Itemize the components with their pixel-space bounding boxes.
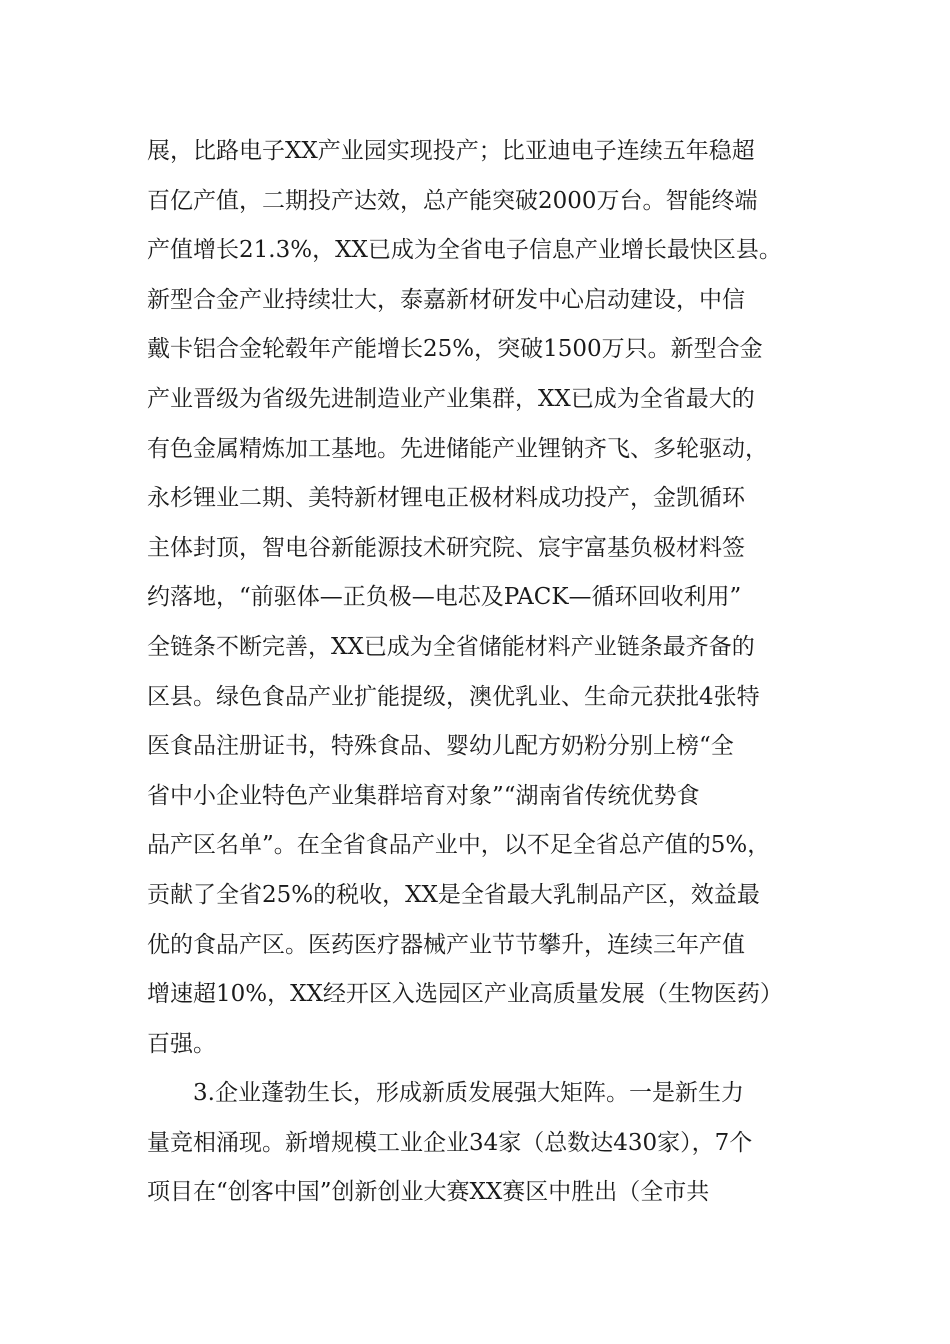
text-line: 量竞相涌现。新增规模工业企业34家（总数达430家），7个 xyxy=(147,1129,753,1156)
text-line: 区县。绿色食品产业扩能提级，澳优乳业、生命元获批4张特 xyxy=(147,683,760,710)
text-line: 百亿产值，二期投产达效，总产能突破2000万台。智能终端 xyxy=(147,187,758,214)
text-line: 展，比路电子XX产业园实现投产；比亚迪电子连续五年稳超 xyxy=(147,138,755,164)
text-line: 贡献了全省25%的税收，XX是全省最大乳制品产区，效益最 xyxy=(147,881,760,908)
text-line: 新型合金产业持续壮大，泰嘉新材研发中心启动建设，中信 xyxy=(147,286,745,313)
text-line: 医食品注册证书，特殊食品、婴幼儿配方奶粉分别上榜“全 xyxy=(147,733,734,760)
text-line: 戴卡铝合金轮毂年产能增长25%，突破1500万只。新型合金 xyxy=(147,336,763,363)
text-line: 有色金属精炼加工基地。先进储能产业锂钠齐飞、多轮驱动， xyxy=(147,435,768,462)
text-line: 全链条不断完善，XX已成为全省储能材料产业链条最齐备的 xyxy=(147,633,755,660)
text-line: 产值增长21.3%，XX已成为全省电子信息产业增长最快区县。 xyxy=(147,237,782,264)
text-line: 优的食品产区。医药医疗器械产业节节攀升，连续三年产值 xyxy=(147,931,745,958)
text-line: 永杉锂业二期、美特新材锂电正极材料成功投产，金凯循环 xyxy=(147,485,745,512)
text-line: 省中小企业特色产业集群培育对象”“湖南省传统优势食 xyxy=(147,782,700,809)
body-text xyxy=(147,127,827,1218)
text-line: 百强。 xyxy=(147,1030,216,1057)
paragraph-start-line: 3.企业蓬勃生长，形成新质发展强大矩阵。一是新生力 xyxy=(193,1080,744,1107)
text-line: 增速超10%，XX经开区入选园区产业高质量发展（生物医药） xyxy=(147,981,783,1008)
text-line: 品产区名单”。在全省食品产业中，以不足全省总产值的5%， xyxy=(147,832,771,859)
text-line: 主体封顶，智电谷新能源技术研究院、宸宇富基负极材料签 xyxy=(147,534,745,561)
text-line: 产业晋级为省级先进制造业产业集群，XX已成为全省最大的 xyxy=(147,385,755,412)
text-line: 约落地，“前驱体—正负极—电芯及PACK—循环回收利用” xyxy=(147,584,742,611)
text-line: 项目在“创客中国”创新创业大赛XX赛区中胜出（全市共 xyxy=(147,1179,710,1206)
